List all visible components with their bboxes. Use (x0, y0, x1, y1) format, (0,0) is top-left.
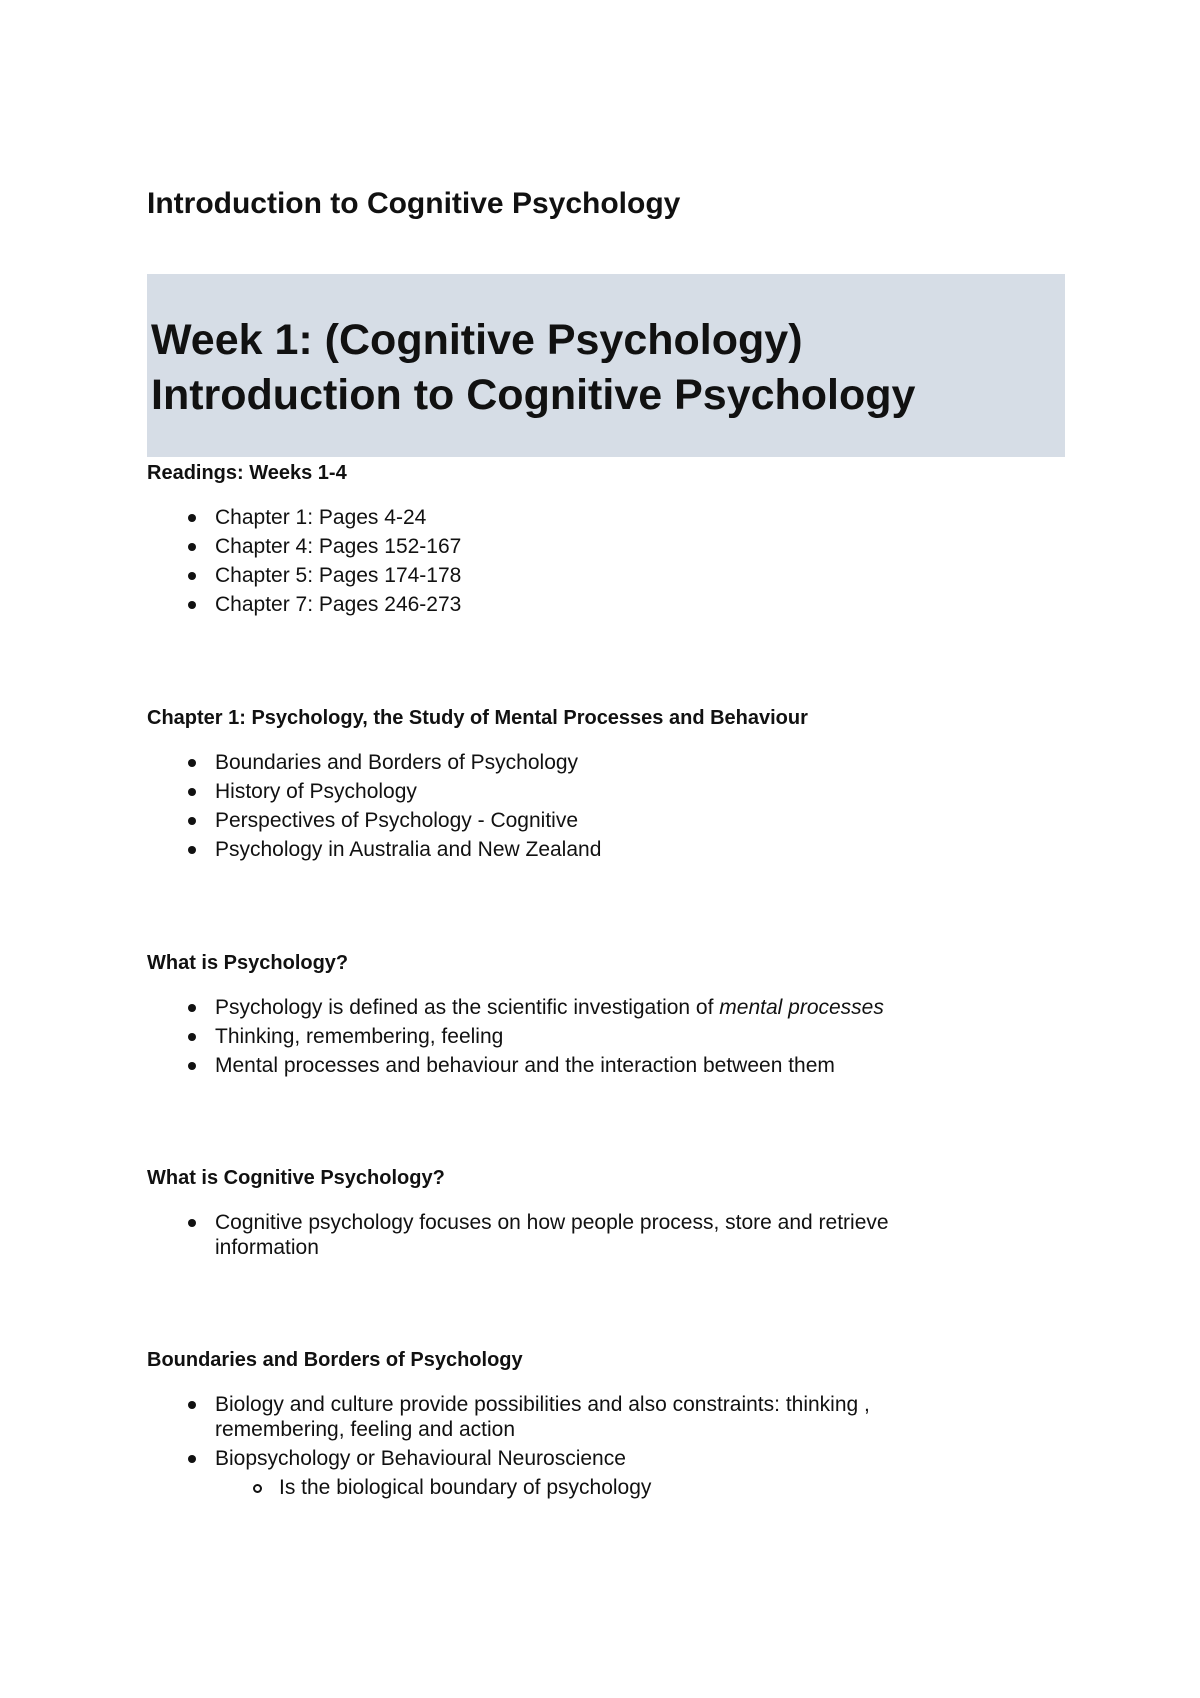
week-title-line2: Introduction to Cognitive Psychology (151, 371, 916, 419)
week-title (151, 313, 915, 423)
what-is-cognitive-heading: What is Cognitive Psychology? (147, 1167, 445, 1189)
what-is-cognitive-section (147, 1165, 1047, 1264)
emphasis-term: mental processes (719, 996, 884, 1019)
list-item: Perspectives of Psychology - Cognitive (147, 808, 1047, 833)
list-item: Psychology is defined as the scientific investigation of mental processes (147, 995, 1047, 1020)
boundaries-list (147, 1392, 967, 1500)
bullet-icon (188, 601, 196, 609)
list-item: Chapter 5: Pages 174-178 (147, 563, 1047, 588)
what-is-psychology-section (147, 950, 1047, 1082)
what-is-cognitive-list (147, 1210, 967, 1260)
bullet-icon (188, 572, 196, 580)
list-item: Biopsychology or Behavioural Neuroscience Is the biological boundary of psychology (147, 1446, 967, 1500)
what-is-psychology-heading: What is Psychology? (147, 952, 349, 974)
boundaries-section (147, 1347, 1047, 1504)
bullet-icon (188, 1062, 196, 1070)
list-item: Chapter 7: Pages 246-273 (147, 592, 1047, 617)
bullet-icon (188, 1033, 196, 1041)
boundaries-heading: Boundaries and Borders of Psychology (147, 1349, 523, 1371)
readings-heading: Readings: Weeks 1-4 (147, 462, 347, 484)
list-item: Biology and culture provide possibilities and also constraints: thinking , remembering, feeling and action (147, 1392, 967, 1442)
bullet-icon (188, 788, 196, 796)
bullet-icon (188, 543, 196, 551)
document-title: Introduction to Cognitive Psychology (147, 187, 681, 220)
what-is-psychology-list (147, 995, 1047, 1078)
list-item: Chapter 1: Pages 4-24 (147, 505, 1047, 530)
chapter1-heading: Chapter 1: Psychology, the Study of Mental Processes and Behaviour (147, 707, 808, 729)
bullet-icon (188, 759, 196, 767)
list-item: Cognitive psychology focuses on how people process, store and retrieve information (147, 1210, 967, 1260)
bullet-icon (188, 846, 196, 854)
bullet-icon (188, 514, 196, 522)
sub-list-item: Is the biological boundary of psychology (213, 1475, 967, 1500)
list-item: Mental processes and behaviour and the interaction between them (147, 1053, 1047, 1078)
bullet-icon (188, 1401, 196, 1409)
bullet-icon (188, 1455, 196, 1463)
readings-section (147, 460, 1047, 621)
week-banner (147, 274, 1065, 457)
boundaries-sublist (215, 1475, 967, 1500)
hollow-bullet-icon (253, 1484, 262, 1493)
list-item: Psychology in Australia and New Zealand (147, 837, 1047, 862)
list-item: Thinking, remembering, feeling (147, 1024, 1047, 1049)
list-item: History of Psychology (147, 779, 1047, 804)
list-item: Chapter 4: Pages 152-167 (147, 534, 1047, 559)
readings-list (147, 505, 1047, 617)
bullet-icon (188, 1004, 196, 1012)
list-item: Boundaries and Borders of Psychology (147, 750, 1047, 775)
bullet-icon (188, 1219, 196, 1227)
chapter1-list (147, 750, 1047, 862)
bullet-icon (188, 817, 196, 825)
chapter1-section (147, 705, 1047, 866)
week-title-line1: Week 1: (Cognitive Psychology) (151, 316, 803, 364)
